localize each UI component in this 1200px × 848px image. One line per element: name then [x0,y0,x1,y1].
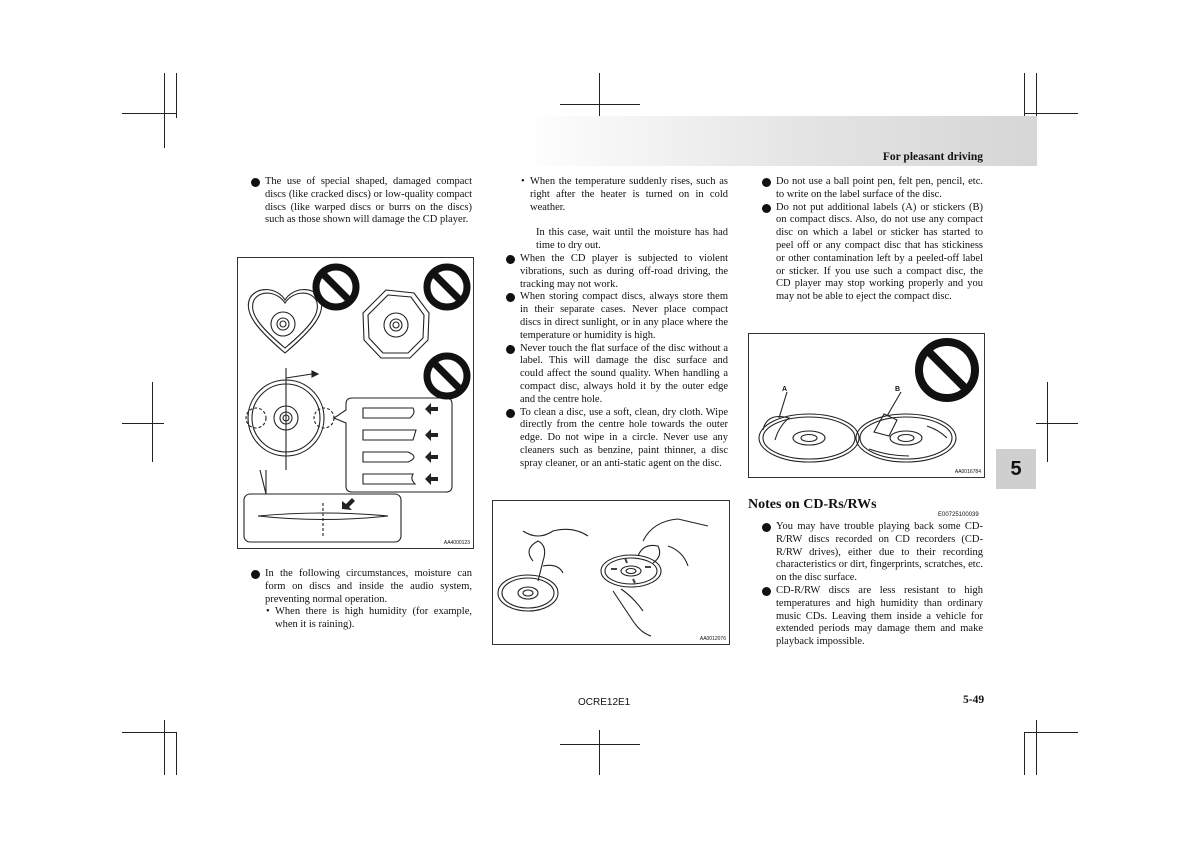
right-column-top [762,176,983,304]
disc-handling-illustration [493,501,729,644]
label-a: A [782,386,788,393]
list-item: When the CD player is subjected to violent vibrations, such as during off-road driving, the tracking may not work. [506,253,728,291]
left-column-top [251,176,472,227]
notes-heading: Notes on CD-Rs/RWs [748,497,877,512]
list-item: In the following circumstances, moisture can form on discs and inside the audio system, preventing normal operation. [251,568,472,606]
bullet-icon [762,178,771,187]
sub-bullet-icon: • [521,176,525,187]
list-item: When storing compact discs, always store them in their separate cases. Never place compact discs in direct sunlight, or in any place where the temperature or humidity is high. [506,291,728,342]
left-column-bottom [251,568,472,632]
figure-code: AA4000123 [443,540,470,546]
label-b: B [895,386,901,393]
bullet-icon [762,204,771,213]
list-item: To clean a disc, use a soft, clean, dry cloth. Wipe directly from the centre hole towards the outer edge. Do not wipe in a circle. Never use any cleaners such as benzine, paint thinner, a disc spray cleaner, or an anti-static agent on the disc. [506,407,728,471]
damaged-discs-illustration [238,258,473,548]
paragraph: In this case, wait until the moisture has had time to dry out. [536,227,728,252]
list-item: Do not put additional labels (A) or stickers (B) on compact discs. Also, do not use any compact disc on which a label or sticker has started to peel off or any compact disc that has stickiness or other contamination left by a peeled-off label or sticker. If you use such a compact disc, the CD player may stop working properly and you may not be able to eject the compact disc. [762,202,983,304]
list-item: Never touch the flat surface of the disc without a label. This will damage the disc surface and could affect the sound quality. When handling a compact disc, always hold it by the outer edge and the centre hole. [506,343,728,407]
list-item: Do not use a ball point pen, felt pen, pencil, etc. to write on the label surface of the disc. [762,176,983,202]
right-column-bottom [762,521,983,649]
sub-bullet-icon: • [266,606,270,618]
section-title: For pleasant driving [882,151,983,163]
bullet-icon [251,178,260,187]
disc-handling-figure [492,500,730,645]
footer-code: OCRE12E1 [578,697,631,708]
notes-code: E00725100039 [938,512,979,518]
list-item: You may have trouble playing back some CD-R/RW discs recorded on CD recorders (CD-R/RW drives), either due to their recording characteristics or dirt, fingerprints, scratches, etc. on the disc surface. [762,521,983,585]
sub-item: • When there is high humidity (for example, when it is raining). [266,606,472,631]
figure-code: AA0016784 [954,469,981,475]
middle-column [506,176,728,471]
list-item: The use of special shaped, damaged compact discs (like cracked discs) or low-quality compact discs (like warped discs or burrs on the discs) such as those shown will damage the CD player. [251,176,472,227]
bullet-icon [506,409,515,418]
bullet-icon [762,587,771,596]
sub-item: • When the temperature suddenly rises, such as right after the heater is turned on in cold weather. [521,176,728,213]
bullet-icon [251,570,260,579]
bullet-icon [762,523,771,532]
bullet-icon [506,345,515,354]
chapter-tab: 5 [996,449,1036,489]
label-sticker-illustration [749,334,984,477]
figure-code: AA0012076 [699,636,726,642]
label-sticker-figure [748,333,985,478]
bullet-icon [506,293,515,302]
damaged-discs-figure [237,257,474,549]
page-number: 5-49 [963,694,985,706]
bullet-icon [506,255,515,264]
list-item: CD-R/RW discs are less resistant to high temperatures and high humidity than ordinary music CDs. Leaving them inside a vehicle for extended periods may damage them and make playback impossible. [762,585,983,649]
